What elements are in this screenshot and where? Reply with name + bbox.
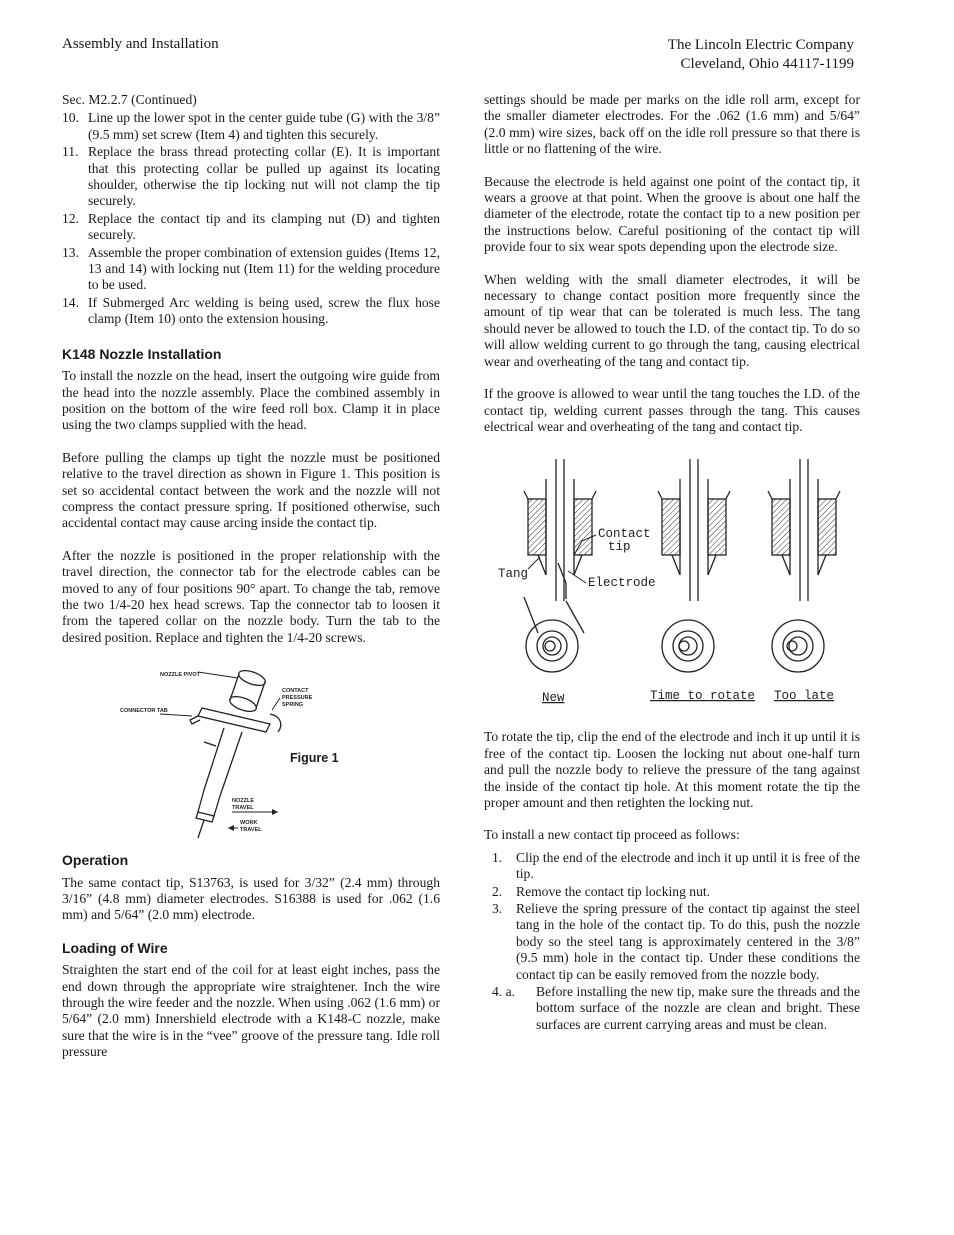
list-item [62, 110, 440, 143]
label-time-to-rotate: Time to rotate [650, 689, 756, 704]
nozzle-heading: K148 Nozzle Installation [62, 345, 222, 362]
step-text: Clip the end of the electrode and inch it up until it is free of the tip. [516, 849, 860, 882]
step-number: 3. [492, 900, 503, 916]
label-contact: Contact [598, 527, 651, 542]
section-ref: Sec. M2.2.7 (Continued) [62, 92, 197, 107]
list-item [62, 211, 440, 244]
step-number: 14. [62, 294, 79, 310]
operation-paragraph: The same contact tip, S13763, is used for 3/32” (2.4 mm) through 3/16” (4.8 mm) diameter electrodes. S16388 is used for .062 (1.6 mm) and 5/64” (2.0 mm) electrode. [62, 874, 440, 923]
company-address: Cleveland, Ohio 44117-1199 [680, 56, 854, 72]
label-nozzle-pivot: NOZZLE PIVOT [160, 672, 201, 679]
right-paragraph-4: If the groove is allowed to wear until the tang touches the I.D. of the contact tip, welding current passes through the tang. This causes electrical wear and overheating of the tang and contact tip. [484, 386, 860, 434]
label-spring-2: PRESSURE [282, 695, 313, 702]
list-item [484, 850, 860, 883]
loading-heading: Loading of Wire [62, 939, 168, 956]
company-name: The Lincoln Electric Company [667, 37, 854, 53]
header-section-title: Assembly and Installation [62, 36, 219, 52]
label-tang: Tang [498, 567, 529, 582]
step-text: Replace the contact tip and its clamping nut (D) and tighten securely. [88, 210, 440, 243]
list-item [484, 884, 860, 900]
label-electrode: Electrode [588, 576, 656, 591]
label-nozzle-travel-2: TRAVEL [232, 805, 254, 812]
contact-tip-diagram [484, 451, 860, 711]
label-connector-tab: CONNECTOR TAB [120, 708, 168, 715]
install-steps [484, 850, 860, 1033]
list-item [62, 245, 440, 294]
step-text: If Submerged Arc welding is being used, screw the flux hose clamp (Item 10) onto the extension housing. [88, 294, 440, 327]
right-paragraph-2: Because the electrode is held against one point of the contact tip, it wears a groove at that point. When the groove is about one half the diameter of the electrode, rotate the contact tip to a new position per the instructions below. Careful positioning of the contact tip will provide four to six wear spots depending upon the electrode size. [484, 173, 860, 255]
right-paragraph-1: settings should be made per marks on the idle roll arm, except for the smaller diameter electrodes. For the .062 (1.6 mm) and 5/64” (2.0 mm) wire sizes, back off on the idle roll pressure so that there is little or no flattening of the wire. [484, 92, 860, 157]
step-text: Remove the contact tip locking nut. [516, 883, 711, 899]
label-nozzle-travel-1: NOZZLE [232, 798, 254, 805]
right-paragraph-3: When welding with the small diameter electrodes, it will be necessary to change contact position more frequently since the amount of tip wear that can be tolerated is much less. The tang should never be allowed to touch the I.D. of the contact tip. To do so will allow welding current to go through the tang, causing electrical wear and overheating of the tang and contact tip. [484, 271, 860, 369]
step-number: 11. [62, 144, 79, 160]
label-tip: tip [608, 540, 631, 555]
label-new: New [542, 691, 565, 706]
step-number: 2. [492, 883, 503, 899]
figure-1 [62, 662, 440, 844]
right-paragraph-5: To rotate the tip, clip the end of the electrode and inch it up until it is free of the contact tip. Loosen the locking nut about one-half turn and pull the nozzle body to relieve the pressure of the tang against the inside of the contact tip hole. At this moment rotate the tip the proper amount and then retighten the locking nut. [484, 729, 860, 810]
header-company [668, 36, 854, 74]
label-spring-1: CONTACT [282, 688, 309, 695]
step-number: 13. [62, 244, 79, 260]
list-item [62, 144, 440, 210]
tip-new [524, 459, 596, 672]
tip-rotate [658, 459, 730, 672]
contact-tip-figure [484, 451, 860, 711]
right-paragraph-6: To install a new contact tip proceed as follows: [484, 827, 740, 843]
step-text: Relieve the spring pressure of the contact tip against the steel tang in the hole of the contact tip. To do this, push the nozzle body so the steel tang is approximately centered in the 3/8” (9.5 mm) hole in the contact tip. Under these conditions the contact tip can be easily removed from the nozzle body. [516, 900, 860, 982]
list-item [484, 984, 860, 1033]
list-item [62, 295, 440, 328]
list-item [484, 901, 860, 983]
figure-1-caption: Figure 1 [290, 751, 339, 766]
operation-heading: Operation [62, 852, 129, 869]
right-column [484, 92, 860, 1034]
label-spring-3: SPRING [282, 702, 304, 709]
step-number: 1. [492, 849, 503, 865]
label-work-travel-2: TRAVEL [240, 827, 262, 834]
nozzle-paragraph-2: Before pulling the clamps up tight the nozzle must be positioned relative to the travel direction as shown in Figure 1. This position is set so accidental contact between the work and the nozzle will not compress the contact pressure spring. If positioned otherwise, such accidental contact may cause arcing inside the contact tip. [62, 449, 440, 531]
assembly-steps [62, 110, 440, 327]
step-text: Assemble the proper combination of extension guides (Items 12, 13 and 14) with locking nut (Item 11) for the welding procedure to be used. [88, 244, 440, 293]
step-number: 10. [62, 110, 79, 126]
step-number: 12. [62, 210, 79, 226]
left-column [62, 92, 440, 1077]
loading-paragraph: Straighten the start end of the coil for at least eight inches, pass the end down through the appropriate wire straightener. Inch the wire through the wire feeder and the nozzle. When using .062 (1.6 mm) or 5/64” (2.0 mm) Innershield electrode with a K148-C nozzle, make sure that the wire is in the “vee” groove of the pressure tang. Idle roll pressure [62, 962, 440, 1060]
label-work-travel-1: WORK [240, 820, 258, 827]
step-number: 4. a. [492, 984, 516, 999]
tip-late [768, 459, 840, 672]
step-text: Before installing the new tip, make sure the threads and the bottom surface of the nozzle are clean and bright. These surfaces are current carrying areas and must be clean. [536, 984, 860, 1032]
nozzle-paragraph-3: After the nozzle is positioned in the proper relationship with the travel direction, the connector tab for the electrode cables can be moved to any of four positions 90° apart. To change the tab, remove the two 1/4-20 hex head screws. Tap the connector tab to loosen it from the tapered collar on the nozzle body. Turn the tab to the desired position. Replace and tighten the 1/4-20 screws. [62, 547, 440, 645]
label-too-late: Too late [774, 689, 835, 704]
nozzle-paragraph-1: To install the nozzle on the head, insert the outgoing wire guide from the head into the nozzle assembly. Place the combined assembly in position on the bottom of the wire feed roll box. Clamp it in place using the two clamps supplied with the head. [62, 368, 440, 433]
step-text: Line up the lower spot in the center guide tube (G) with the 3/8” (9.5 mm) set screw (Item 4) and tighten this securely. [88, 110, 440, 142]
step-text: Replace the brass thread protecting collar (E). It is important that this protecting collar be pulled up against its locating shoulder, otherwise the tip locking nut will not clamp the tip securely. [88, 144, 440, 209]
